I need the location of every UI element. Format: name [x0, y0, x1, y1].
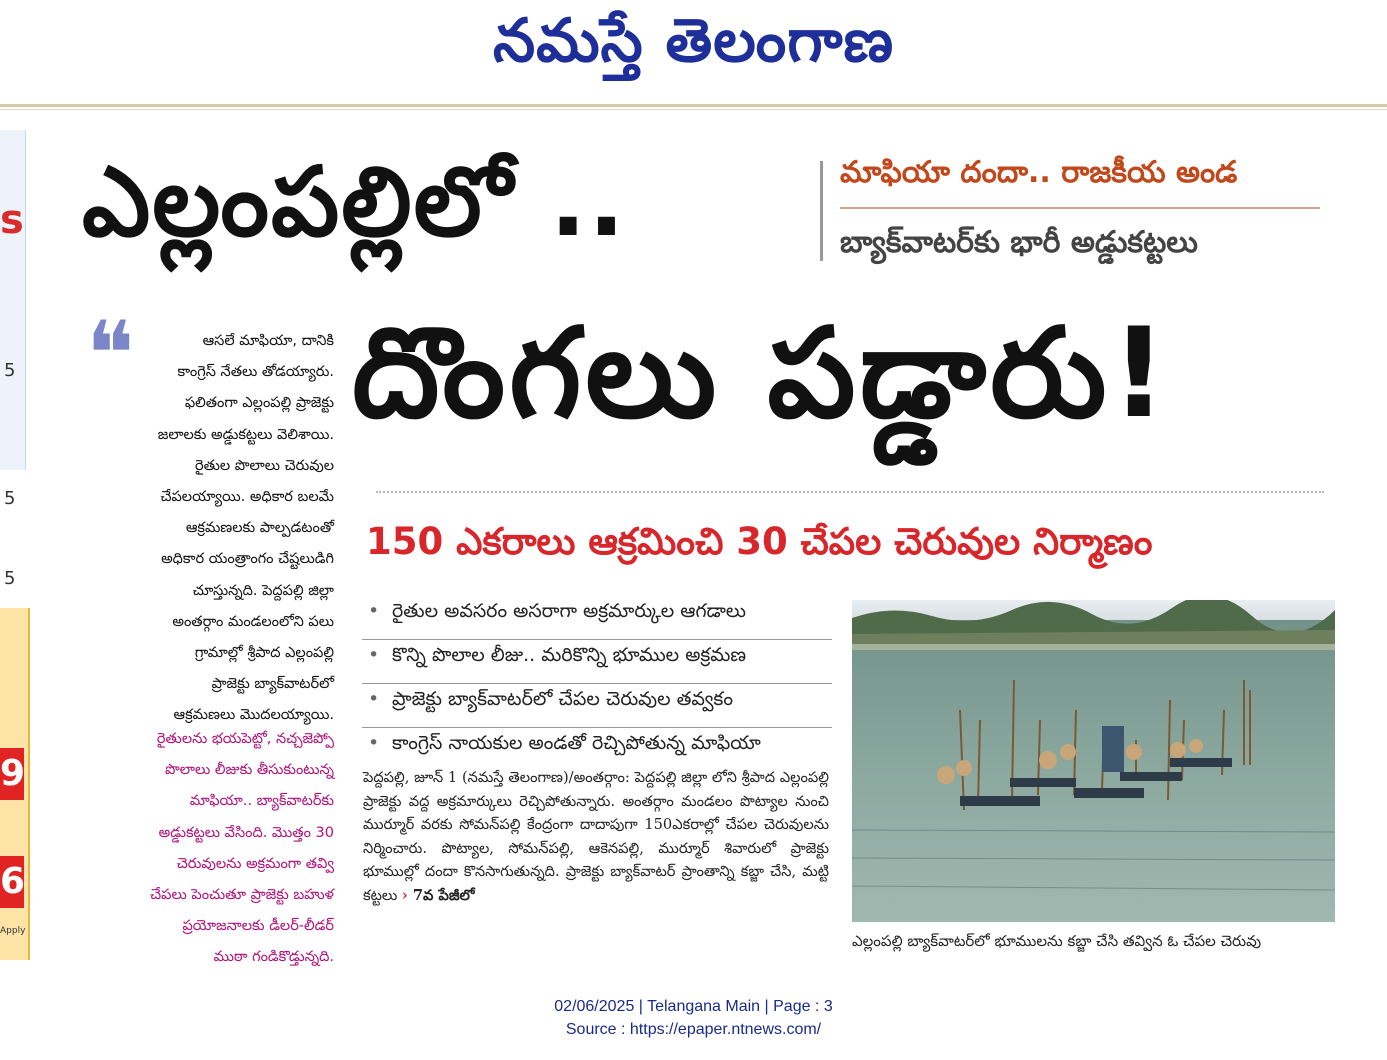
pullquote-line: రైతుల పొలాలు చెరువుల: [194, 457, 334, 474]
adjacent-number-3: 5: [4, 568, 16, 589]
bullet-item: [362, 684, 832, 728]
pullquote-line: చూస్తున్నది. పెద్దపల్లి జిల్లా: [192, 582, 334, 599]
adjacent-number-1: 5: [4, 360, 16, 381]
bullet-item: [362, 596, 832, 640]
bullet-text: కాంగ్రెస్‌ నాయకుల అండతో రెచ్చిపోతున్న మాఫియా: [392, 732, 761, 754]
kicker-line-2: బ్యాక్‌వాటర్‌కు భారీ అడ్డుకట్టలు: [840, 225, 1198, 260]
masthead-divider-thin: [0, 109, 1387, 110]
pullquote-highlight-line: ప్రయోజనాలకు డీలర్‌-లీడర్‌: [182, 918, 334, 935]
kicker-line-1: మాఫియా దందా.. రాజకీయ అండ: [840, 155, 1238, 190]
article-body: [363, 766, 829, 907]
quote-mark-icon: ❝: [86, 302, 135, 407]
pullquote-line: ఆసలే మాఫియా, దానికి: [202, 333, 334, 349]
bullet-icon: •: [368, 600, 380, 622]
bullet-icon: •: [368, 732, 380, 754]
pullquote-highlight: [94, 724, 334, 974]
kicker-bar: [820, 161, 823, 261]
masthead: [0, 0, 1387, 112]
continued-on-page[interactable]: 7వ పేజీలో: [412, 886, 475, 904]
article-photo: [852, 600, 1335, 922]
pullquote-line: ఆక్రమణలకు పాల్పడటంతో: [185, 520, 334, 537]
photo-caption: ఎల్లంపల్లి బ్యాక్‌వాటర్‌లో భూములను కబ్జా చేసి తవ్విన ఓ చేపల చెరువు: [852, 932, 1262, 950]
bullet-item: [362, 640, 832, 684]
subheadline: 150 ఎకరాలు ఆక్రమించి 30 చేపల చెరువుల నిర్మాణం: [366, 520, 1153, 563]
footer-page-info: 02/06/2025 | Telangana Main | Page : 3: [554, 998, 833, 1015]
headline-divider: [376, 491, 1324, 493]
kicker-divider: [840, 207, 1320, 209]
pullquote-highlight-line: చేపలు పెంచుతూ ప్రాజెక్టు బహుళ: [150, 887, 334, 904]
headline-line-2: దొంగలు పడ్డారు!: [352, 302, 1172, 446]
pullquote: [94, 326, 334, 732]
pullquote-highlight-line: పొలాలు లీజుకు తీసుకుంటున్న: [165, 762, 334, 779]
ad-small-text: Apply: [0, 926, 26, 936]
pullquote-line: జలాలకు అడ్డుకట్టలు వెలిశాయి.: [157, 426, 334, 443]
pullquote-line: ఫలితంగా ఎల్లంపల్లి ప్రాజెక్టు: [184, 395, 334, 412]
bullet-text: కొన్ని పొలాల లీజు.. మరికొన్ని భూముల అక్రమణ: [392, 644, 747, 666]
pullquote-line: ప్రాజెక్టు బ్యాక్‌వాటర్‌లో: [211, 676, 334, 693]
adjacent-advertisement: [0, 608, 30, 960]
footer-source-link[interactable]: Source : https://epaper.ntnews.com/: [565, 1021, 822, 1038]
adjacent-page-strip: [0, 130, 26, 960]
masthead-divider: [0, 104, 1387, 107]
bullet-icon: •: [368, 644, 380, 666]
pullquote-highlight-line: మాఫియా.. బ్యాక్‌వాటర్‌కు: [189, 793, 334, 810]
adjacent-number-2: 5: [4, 488, 16, 509]
bullet-list: [362, 596, 832, 772]
pullquote-line: అంతర్గాం మండలంలోని పలు: [172, 613, 334, 630]
headline-line-1: ఎల్లంపల్లిలో ..: [82, 146, 627, 258]
pullquote-line: గ్రామాల్లో శ్రీపాద ఎల్లంపల్లి: [194, 645, 334, 662]
newspaper-title: నమస్తే తెలంగాణ: [492, 6, 895, 76]
pullquote-line: కాంగ్రెస్‌ నేతలు తోడయ్యారు.: [177, 364, 334, 381]
pullquote-highlight-line: చెరువులను అక్రమంగా తవ్వి: [176, 855, 334, 872]
adjacent-red-glyph: s: [0, 197, 24, 243]
bullet-icon: •: [368, 688, 380, 710]
pullquote-highlight-line: ముఠా గండికొడ్తున్నది.: [213, 949, 334, 966]
article-body-text: పెద్దపల్లి, జూన్‌ 1 (నమస్తే తెలంగాణ)/అంతర్గాం: పెద్దపల్లి జిల్లా లోని శ్రీపాద ఎల్లంపల్లి ప్రాజెక్టు వద్ద అక్రమార్కులు రెచ్చిపోతున్నారు. అంతర్గాం మండలం పొట్యాల నుంచి ముర్మూర్‌ వరకు సోమన్‌పల్లి కేంద్రంగా దాదాపుగా 150ఎకరాల్లో చేపల చెరువులను నిర్మించారు. పొట్యాల, సోమన్‌పల్లి, ఆకెనపల్లి, ముర్మూర్‌ శివారులో ప్రాజెక్టు భూముల్లో దందా కొనసాగుతున్నది. ప్రాజెక్టు బ్యాక్‌వాటర్‌ ప్రాంతాన్ని కబ్జా చేసి, మట్టి కట్టలు: [363, 769, 829, 904]
bullet-text: ప్రాజెక్టు బ్యాక్‌వాటర్‌లో చేపల చెరువుల తవ్వకం: [392, 688, 733, 710]
fish-pond-photo: [852, 600, 1335, 922]
continued-arrow-icon: ›: [401, 886, 413, 904]
pullquote-highlight-line: రైతులను భయపెట్టో, నచ్చజెప్పో: [156, 731, 334, 747]
pullquote-highlight-line: అడ్డుకట్టలు వేసింది. మొత్తం 30: [158, 824, 334, 841]
pullquote-line: చేపలయ్యాయి. అధికార బలమే: [160, 489, 334, 506]
pullquote-line: అధికార యంత్రాంగం చేష్టలుడిగి: [161, 551, 334, 568]
bullet-text: రైతుల అవసరం అసరాగా అక్రమార్కుల ఆగడాలు: [392, 600, 746, 622]
ad-digit-2: 6: [0, 856, 24, 908]
pullquote-line: ఆక్రమణలు మొదలయ్యాయి.: [173, 707, 334, 724]
ad-digit-1: 9: [0, 748, 24, 800]
adjacent-column-panel: [0, 130, 26, 470]
